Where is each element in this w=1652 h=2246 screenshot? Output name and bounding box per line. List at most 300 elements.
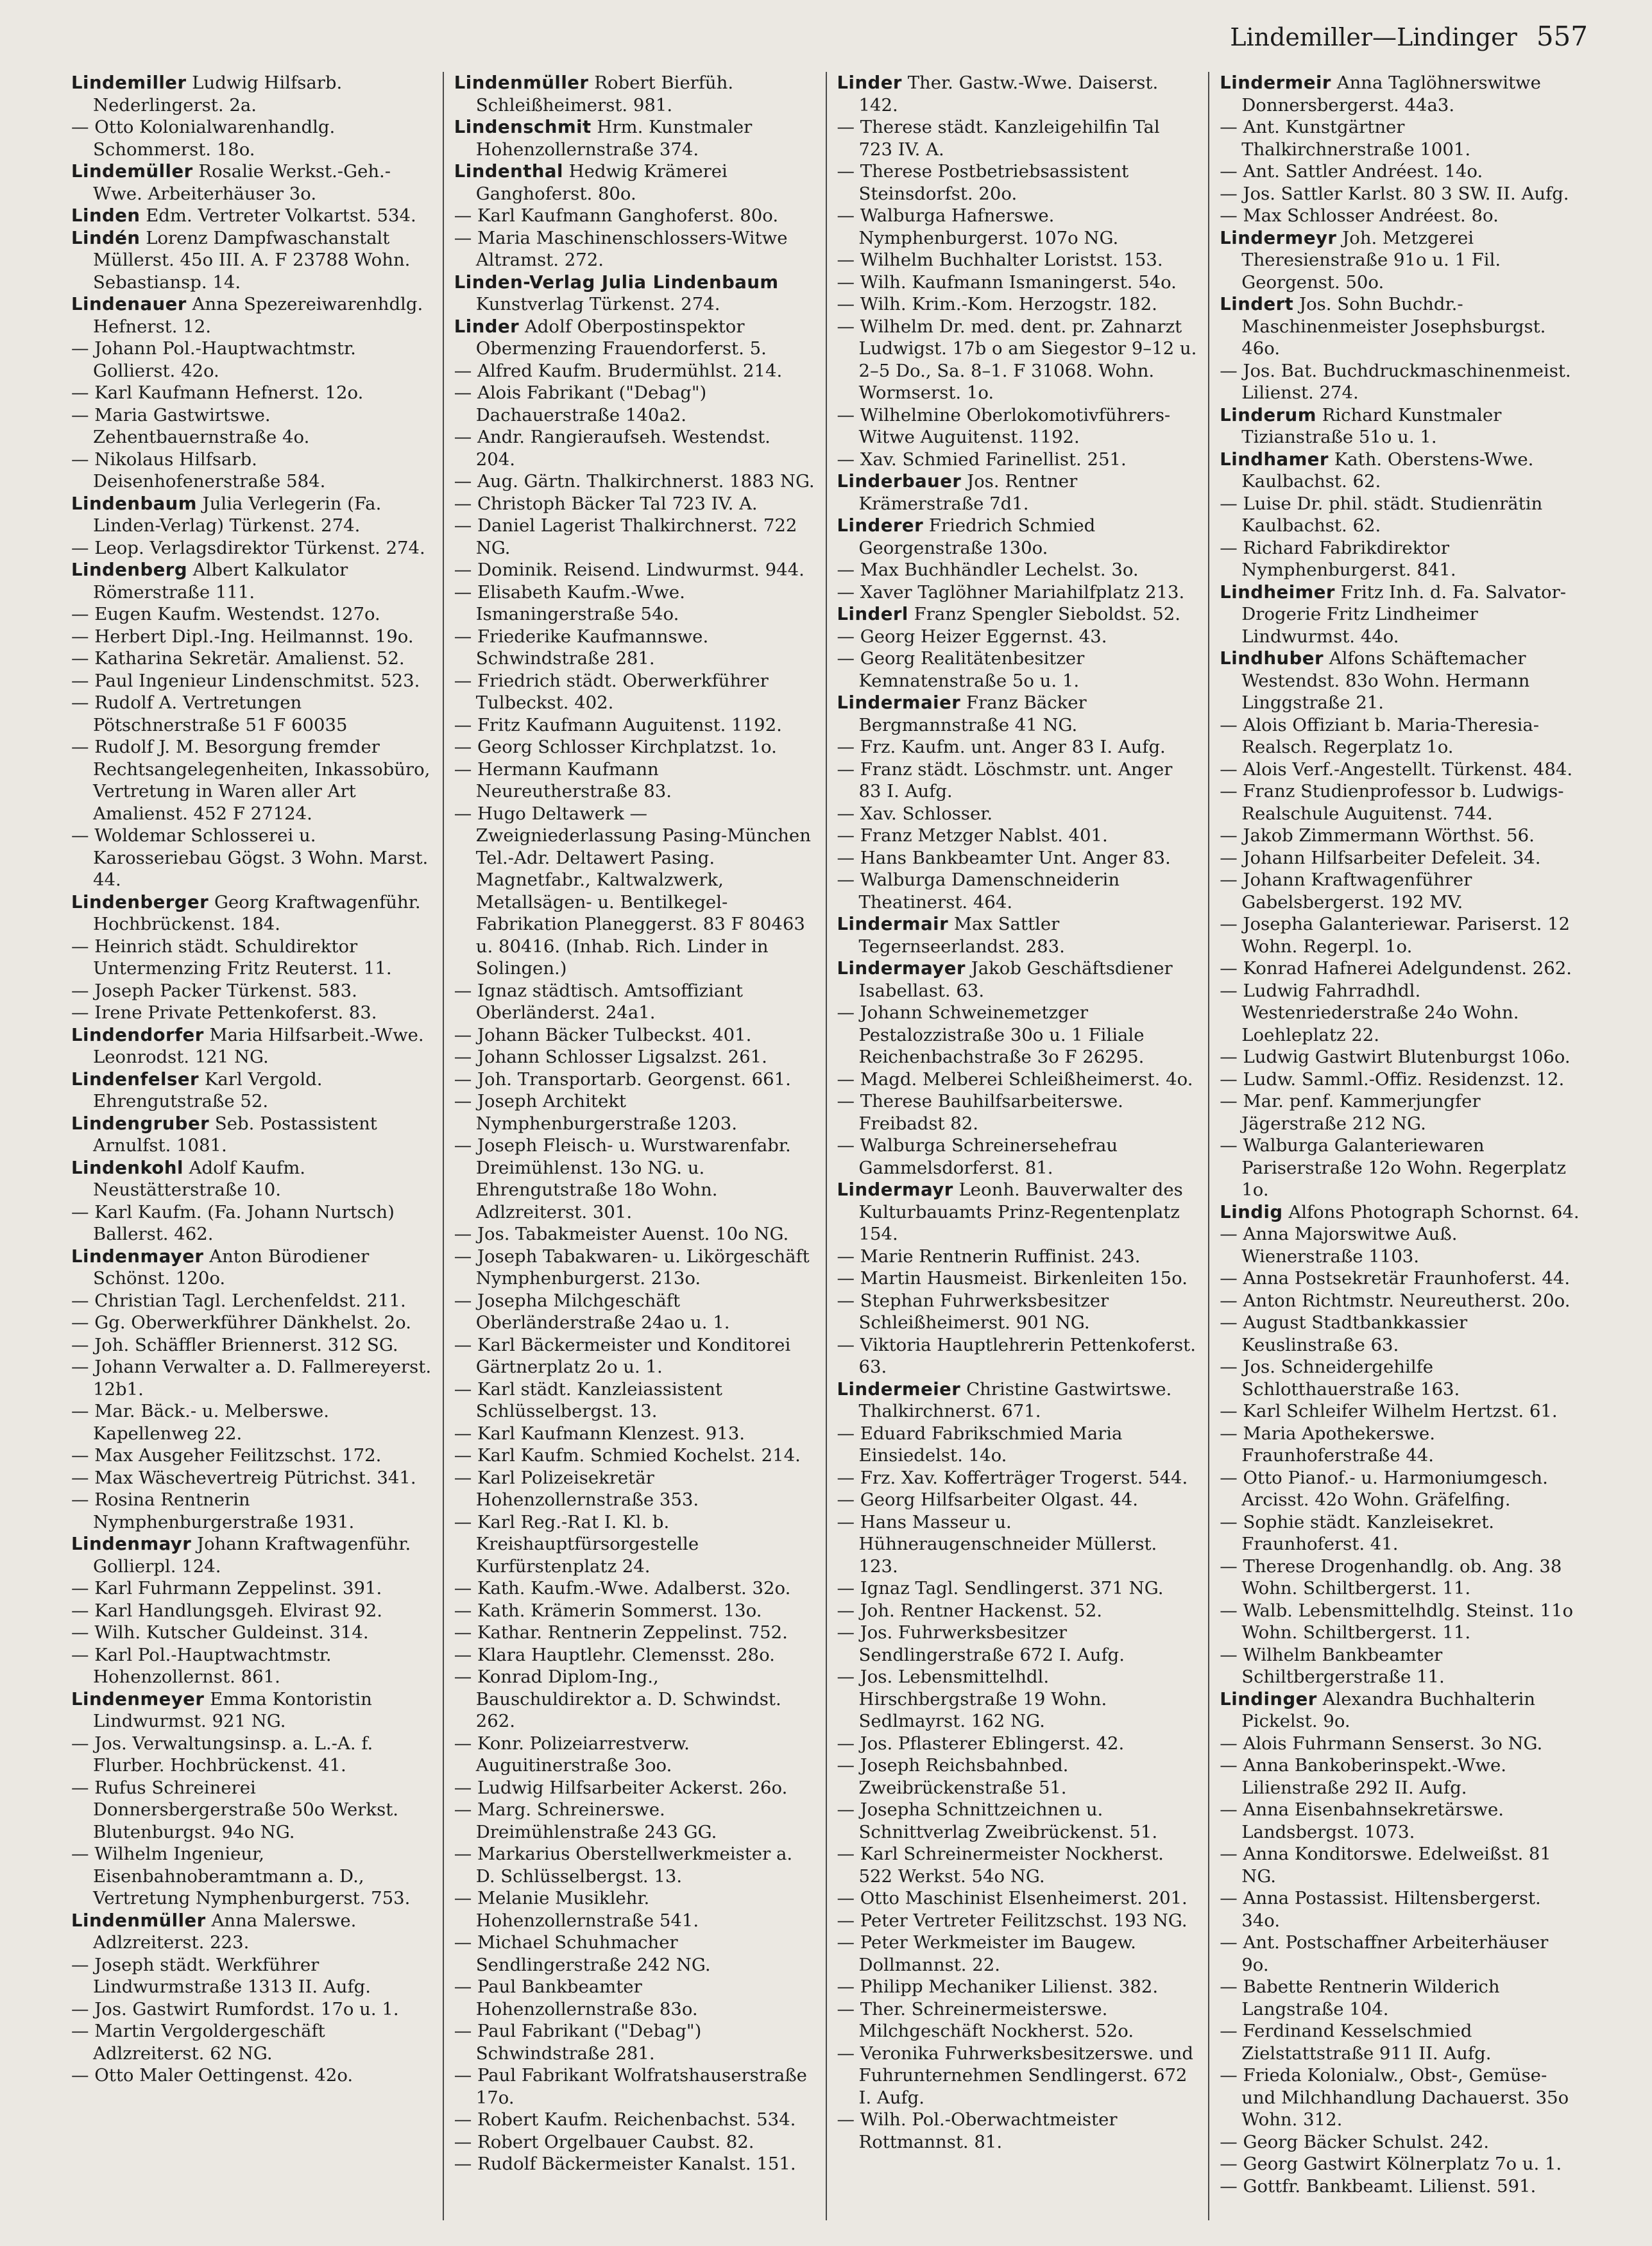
entry-text: Ant. Kunstgärtner Thalkirchnerstraße 1001. <box>1241 117 1471 160</box>
directory-entry <box>71 1644 432 1688</box>
entry-text: Katharina Sekretär. Amalienst. 52. <box>94 648 405 669</box>
entry-text: Therese Drogenhandlg. ob. Ang. 38 Wohn. Schiltbergerst. 11. <box>1241 1556 1562 1599</box>
directory-entry <box>1220 1267 1581 1290</box>
directory-entry <box>837 1887 1198 1910</box>
entry-surname: Lindenbaum <box>71 493 197 514</box>
entry-text: Georg Bäcker Schulst. 242. <box>1243 2131 1489 2152</box>
directory-entry <box>837 271 1198 294</box>
entry-text: Anna Postassist. Hiltensbergerst. 34o. <box>1241 1888 1541 1931</box>
entry-surname: Lindig <box>1220 1201 1283 1222</box>
directory-entry <box>837 559 1198 581</box>
directory-entry <box>1220 847 1581 870</box>
entry-text: Franz Spengler Sieboldst. 52. <box>914 604 1181 624</box>
directory-entry <box>837 205 1198 249</box>
directory-entry <box>71 1533 432 1577</box>
entry-text: Alois Fuhrmann Senserst. 3o NG. <box>1243 1733 1543 1754</box>
directory-entry <box>1220 825 1581 847</box>
entry-text: Joh. Transportarb. Georgenst. 661. <box>477 1068 791 1090</box>
entry-text: Julia Verlegerin (Fa. Linden-Verlag) Türkenst. 274. <box>93 493 382 536</box>
entry-text: Albert Kalkulator Römerstraße 111. <box>93 560 348 603</box>
entry-text: Fritz Kaufmann Auguitenst. 1192. <box>477 714 782 735</box>
entry-text: Christian Tagl. Lerchenfeldst. 211. <box>94 1290 406 1311</box>
directory-entry <box>71 559 432 603</box>
directory-entry <box>454 1444 815 1467</box>
column-4 <box>1209 72 1591 2220</box>
directory-entry <box>454 1600 815 1622</box>
entry-text: Konrad Diplom-Ing., Bauschuldirektor a. D. Schwindst. 262. <box>475 1667 781 1731</box>
entry-text: Otto Maler Oettingenst. 42o. <box>94 2065 353 2086</box>
entry-text: Irene Private Pettenkoferst. 83. <box>94 1002 377 1023</box>
directory-entry <box>71 1334 432 1357</box>
directory-entry <box>71 1113 432 1157</box>
directory-entry <box>454 1467 815 1511</box>
directory-entry <box>1220 647 1581 714</box>
entry-text: Anna Postsekretär Fraunhoferst. 44. <box>1243 1268 1571 1289</box>
entry-text: Karl Reg.-Rat I. Kl. b. Kreishauptfürsorgestelle Kurfürstenplatz 24. <box>475 1511 699 1577</box>
entry-text: Klara Hauptlehr. Clemensst. 28o. <box>477 1644 775 1665</box>
directory-entry <box>454 116 815 160</box>
entry-text: Mar. Bäck.- u. Melberswe. Kapellenweg 22. <box>93 1401 329 1444</box>
directory-entry <box>454 1290 815 1334</box>
entry-text: Leop. Verlagsdirektor Türkenst. 274. <box>94 537 425 558</box>
directory-entry <box>1220 116 1581 160</box>
entry-text: Konr. Polizeiarrestverw. Auguitinerstraße 3oo. <box>475 1733 690 1776</box>
entry-text: Paul Ingenieur Lindenschmitst. 523. <box>94 670 420 691</box>
entry-text: Wilhelm Ingenieur, Eisenbahnoberamtmann a. D., Vertretung Nymphenburgerst. 753. <box>93 1844 411 1908</box>
directory-entry <box>837 1998 1198 2043</box>
directory-entry <box>454 736 815 759</box>
entry-text: Eugen Kaufm. Westendst. 127o. <box>94 604 380 624</box>
directory-entry <box>1220 1046 1581 1068</box>
directory-entry <box>454 1246 815 1290</box>
directory-entry <box>454 581 815 626</box>
entry-text: Frieda Kolonialw., Obst-, Gemüse- und Milchhandlung Dachauerst. 35o Wohn. 312. <box>1241 2065 1569 2130</box>
directory-entry <box>1220 1556 1581 1600</box>
directory-entry <box>1220 759 1581 781</box>
entry-text: Anna Bankoberinspekt.-Wwe. Lilienstraße 292 II. Aufg. <box>1241 1755 1507 1798</box>
directory-entry <box>71 1356 432 1400</box>
entry-surname: Linderer <box>837 515 924 536</box>
entry-text: Georg Hilfsarbeiter Olgast. 44. <box>860 1489 1139 1510</box>
entry-text: Hermann Kaufmann Neureutherstraße 83. <box>475 759 672 802</box>
entry-text: Georg Realitätenbesitzer Kemnatenstraße 5o u. 1. <box>858 648 1085 691</box>
entry-text: Friedrich Schmied Georgenstraße 130o. <box>858 515 1096 558</box>
entry-text: Jakob Zimmermann Wörthst. 56. <box>1243 825 1535 846</box>
directory-entry <box>1220 1135 1581 1201</box>
entry-text: Christine Gastwirtswe. Thalkirchnerst. 671. <box>858 1378 1172 1421</box>
directory-entry <box>837 1334 1198 1378</box>
entry-text: Max Schlosser Andréest. 8o. <box>1243 205 1499 226</box>
directory-entry <box>837 1090 1198 1135</box>
directory-entry <box>71 2020 432 2064</box>
entry-text: Eduard Fabrikschmied Maria Einsiedelst. 14o. <box>858 1423 1123 1466</box>
entry-text: Robert Bierfüh. Schleißheimerst. 981. <box>475 73 734 116</box>
entry-text: Adolf Oberpostinspektor Obermenzing Frauendorferst. 5. <box>475 316 767 359</box>
entry-text: Aug. Gärtn. Thalkirchnerst. 1883 NG. <box>477 471 815 492</box>
directory-entry <box>454 1932 815 1976</box>
entry-text: Joseph städt. Werkführer Lindwurmstraße 1313 II. Aufg. <box>93 1954 371 1997</box>
directory-entry <box>837 404 1198 449</box>
entry-text: Sophie städt. Kanzleisekret. Fraunhoferst. 41. <box>1241 1511 1494 1554</box>
entry-surname: Lindemiller <box>71 73 187 93</box>
directory-entry <box>1220 957 1581 980</box>
entry-text: Maria Maschinenschlossers-Witwe Altramst. 272. <box>475 227 788 270</box>
entry-text: Adolf Kaufm. Neustätterstraße 10. <box>93 1157 306 1200</box>
entry-text: Franz Metzger Nablst. 401. <box>860 825 1108 846</box>
entry-text: Joseph Fleisch- u. Wurstwarenfabr. Dreimühlenst. 13o NG. u. Ehrengutstraße 18o Wohn. Adlzreiterst. 301. <box>475 1135 791 1222</box>
directory-entry <box>454 271 815 316</box>
directory-entry <box>71 72 432 116</box>
entry-text: Konrad Hafnerei Adelgundenst. 262. <box>1243 958 1572 979</box>
directory-entry <box>1220 360 1581 404</box>
directory-entry <box>454 1334 815 1378</box>
entry-text: Richard Fabrikdirektor Nymphenburgerst. 841. <box>1241 537 1456 580</box>
entry-text: Therese Bauhilfsarbeiterswe. Freibadst 82. <box>858 1091 1123 1134</box>
entry-text: Robert Orgelbauer Caubst. 82. <box>477 2131 754 2152</box>
entry-text: Josepha Milchgeschäft Oberländerstraße 24ao u. 1. <box>475 1290 730 1333</box>
directory-entry <box>454 470 815 493</box>
entry-text: Ferdinand Kesselschmied Zielstattstraße 911 II. Aufg. <box>1241 2021 1492 2064</box>
entry-text: Jos. Pflasterer Eblingerst. 42. <box>860 1733 1125 1754</box>
entry-text: Karl städt. Kanzleiassistent Schlüsselbergst. 13. <box>475 1378 722 1421</box>
directory-entry <box>837 957 1198 1002</box>
directory-entry <box>837 2043 1198 2109</box>
directory-entry <box>837 1467 1198 1489</box>
entry-text: Josepha Schnittzeichnen u. Schnittverlag Zweibrückenst. 51. <box>858 1799 1158 1842</box>
directory-entry <box>837 1267 1198 1290</box>
entry-text: Friedrich städt. Oberwerkführer Tulbeckst. 402. <box>475 670 769 713</box>
directory-entry <box>837 160 1198 205</box>
entry-text: Jakob Geschäftsdiener Isabellast. 63. <box>858 958 1173 1001</box>
directory-entry <box>1220 1799 1581 1843</box>
directory-entry <box>454 160 815 205</box>
entry-text: Martin Vergoldergeschäft Adlzreiterst. 62 NG. <box>93 2021 325 2064</box>
entry-text: Wilhelm Buchhalter Loristst. 153. <box>860 250 1163 270</box>
entry-surname: Lindenmüller <box>454 73 589 93</box>
entry-text: Anton Bürodiener Schönst. 120o. <box>93 1246 370 1289</box>
entry-text: Anna Konditorswe. Edelweißst. 81 NG. <box>1241 1844 1551 1887</box>
entry-text: Walburga Schreinersehefrau Gammelsdorferst. 81. <box>858 1135 1118 1178</box>
entry-text: Ludw. Samml.-Offiz. Residenzst. 12. <box>1243 1068 1565 1090</box>
entry-text: Hans Bankbeamter Unt. Anger 83. <box>860 847 1171 868</box>
directory-entry <box>837 1976 1198 1998</box>
entry-text: August Stadtbankkassier Keuslinstraße 63. <box>1241 1312 1468 1355</box>
directory-entry <box>71 1843 432 1910</box>
entry-text: Maria Gastwirtswe. Zehentbauernstraße 4o. <box>93 404 310 447</box>
entry-text: Robert Kaufm. Reichenbachst. 534. <box>477 2109 796 2130</box>
directory-entry <box>454 227 815 271</box>
entry-surname: Lindermaier <box>837 692 961 713</box>
entry-text: Fritz Inh. d. Fa. Salvator-Drogerie Fritz Lindheimer Lindwurmst. 44o. <box>1241 581 1567 647</box>
directory-entry <box>1220 1090 1581 1135</box>
directory-entry <box>71 227 432 294</box>
entry-text: Franz Bäcker Bergmannstraße 41 NG. <box>858 692 1087 735</box>
entry-text: Hrm. Kunstmaler Hohenzollernstraße 374. <box>475 117 753 160</box>
entry-text: Anna Malerswe. Adlzreiterst. 223. <box>93 1910 357 1953</box>
directory-entry <box>454 1090 815 1135</box>
directory-entry <box>1220 714 1581 759</box>
directory-entry <box>837 626 1198 648</box>
directory-entry <box>454 1223 815 1246</box>
entry-surname: Lindermeier <box>837 1378 961 1400</box>
entry-surname: Lindermeir <box>1220 73 1331 93</box>
directory-entry <box>1220 2175 1581 2198</box>
entry-text: Kath. Krämerin Sommerst. 13o. <box>477 1600 762 1621</box>
directory-entry <box>71 382 432 404</box>
directory-entry <box>837 515 1198 559</box>
entry-surname: Lindenschmit <box>454 117 592 137</box>
entry-text: Wilh. Kutscher Guldeinst. 314. <box>94 1622 369 1643</box>
entry-text: Alfred Kaufm. Brudermühlst. 214. <box>477 360 783 381</box>
directory-entry <box>454 426 815 470</box>
directory-entry <box>71 647 432 670</box>
directory-entry <box>837 2109 1198 2153</box>
directory-entry <box>1220 1754 1581 1799</box>
entry-text: Jos. Sattler Karlst. 80 3 SW. II. Aufg. <box>1243 183 1569 204</box>
column-3 <box>827 72 1210 2220</box>
entry-text: Marie Rentnerin Ruffinist. 243. <box>860 1246 1141 1267</box>
directory-entry <box>454 316 815 360</box>
entry-text: Johann Kraftwagenführ. Gollierpl. 124. <box>93 1534 411 1577</box>
directory-entry <box>71 1733 432 1777</box>
directory-entry <box>837 825 1198 847</box>
entry-text: Nikolaus Hilfsarb. Deisenhofenerstraße 584. <box>93 449 326 492</box>
directory-entry <box>454 1799 815 1843</box>
directory-entry <box>454 72 815 116</box>
directory-entry <box>837 759 1198 803</box>
directory-entry <box>837 1799 1198 1843</box>
entry-text: Rufus Schreinerei Donnersbergerstraße 50o Werkst. Blutenburgst. 94o NG. <box>93 1777 398 1842</box>
entry-text: Ludwig Hilfsarbeiter Ackerst. 26o. <box>477 1777 788 1798</box>
entry-text: Joh. Rentner Hackenst. 52. <box>860 1600 1102 1621</box>
entry-text: Ludwig Fahrradhdl. Westenriederstraße 24o Wohn. Loehleplatz 22. <box>1241 980 1519 1045</box>
directory-entry <box>1220 1733 1581 1755</box>
directory-entry <box>454 1378 815 1423</box>
page-number: 557 <box>1536 21 1588 52</box>
entry-text: Joseph Packer Türkenst. 583. <box>94 980 357 1001</box>
entry-text: Karl Kaufm. Schmied Kochelst. 214. <box>477 1445 801 1466</box>
directory-entry <box>71 603 432 626</box>
directory-entry <box>454 1046 815 1068</box>
entry-text: Joh. Metzgerei Theresienstraße 91o u. 1 Fil. Georgenst. 50o. <box>1241 227 1501 293</box>
directory-entry <box>1220 1511 1581 1556</box>
entry-text: Kath. Oberstens-Wwe. Kaulbachst. 62. <box>1241 449 1534 492</box>
entry-text: Karl Fuhrmann Zeppelinst. 391. <box>94 1578 382 1599</box>
directory-entry <box>837 913 1198 957</box>
directory-entry <box>71 1068 432 1113</box>
directory-entry <box>454 980 815 1024</box>
directory-entry <box>71 1998 432 2021</box>
directory-entry <box>1220 1932 1581 1976</box>
directory-entry <box>454 1843 815 1887</box>
entry-text: Kath. Kaufm.-Wwe. Adalberst. 32o. <box>477 1578 791 1599</box>
entry-text: Therese städt. Kanzleigehilfin Tal 723 IV. A. <box>858 117 1160 160</box>
entry-surname: Lindinger <box>1220 1688 1317 1710</box>
directory-entry <box>71 1002 432 1024</box>
entry-surname: Lindenmüller <box>71 1910 206 1931</box>
directory-entry <box>71 891 432 936</box>
directory-entry <box>837 1135 1198 1179</box>
entry-text: Karl Kaufm. (Fa. Johann Nurtsch) Ballerst. 462. <box>93 1201 395 1244</box>
entry-text: Ignaz Tagl. Sendlingerst. 371 NG. <box>860 1578 1164 1599</box>
entry-text: Rudolf Bäckermeister Kanalst. 151. <box>477 2154 796 2174</box>
directory-entry <box>71 116 432 160</box>
directory-entry <box>837 449 1198 471</box>
directory-entry <box>454 360 815 382</box>
directory-entry <box>454 1135 815 1223</box>
entry-text: Max Wäschevertreig Pütrichst. 341. <box>94 1467 416 1488</box>
entry-text: Anna Majorswitwe Auß. Wienerstraße 1103. <box>1241 1224 1458 1267</box>
directory-entry <box>71 338 432 382</box>
entry-text: Joseph Reichsbahnbed. Zweibrückenstraße 51. <box>858 1755 1069 1798</box>
entry-text: Alois Verf.-Angestellt. Türkenst. 484. <box>1243 759 1573 780</box>
entry-text: Hugo Deltawerk — Zweigniederlassung Pasing-München Tel.-Adr. Deltawert Pasing. Magnetfabr., Kaltwalzwerk, Metallsägen- u. Bentilkegel-Fabrikation Planeggerst. 83 F 80463 u. 80416. (Inhab. Rich. Linder in Solingen.) <box>475 803 811 979</box>
entry-surname: Lindenmayer <box>71 1246 204 1267</box>
directory-entry <box>71 404 432 449</box>
directory-entry <box>837 1733 1198 1755</box>
entry-text: Wilh. Pol.-Oberwachtmeister Rottmannst. 81. <box>858 2109 1118 2152</box>
entry-text: Karl Handlungsgeh. Elvirast 92. <box>94 1600 382 1621</box>
entry-text: Wilh. Kaufmann Ismaningerst. 54o. <box>860 271 1177 293</box>
directory-entry <box>1220 780 1581 825</box>
directory-entry <box>1220 2131 1581 2154</box>
directory-entry <box>837 293 1198 316</box>
entry-text: Lorenz Dampfwaschanstalt Müllerst. 45o III. A. F 23788 Wohn. Sebastiansp. 14. <box>93 227 411 293</box>
directory-entry <box>71 1157 432 1201</box>
entry-text: Frz. Kaufm. unt. Anger 83 I. Aufg. <box>860 737 1166 757</box>
entry-text: Ludwig Hilfsarb. Nederlingerst. 2a. <box>93 73 343 116</box>
entry-surname: Lindenberg <box>71 560 188 580</box>
entry-text: Alois Fabrikant ("Debag") Dachauerstraße 140a2. <box>475 382 707 425</box>
entry-text: Jos. Sohn Buchdr.-Maschinenmeister Josephsburgst. 46o. <box>1241 294 1546 359</box>
entry-text: Peter Werkmeister im Baugew. Dollmannst. 22. <box>858 1932 1136 1975</box>
entry-text: Leonh. Bauverwalter des Kulturbauamts Prinz-Regentenplatz 154. <box>858 1179 1183 1244</box>
directory-entry <box>1220 227 1581 294</box>
directory-entry <box>71 670 432 692</box>
entry-text: Xav. Schlosser. <box>860 803 993 824</box>
directory-entry <box>1220 1644 1581 1688</box>
directory-entry <box>1220 72 1581 116</box>
directory-entry <box>1220 869 1581 913</box>
directory-entry <box>837 847 1198 870</box>
entry-text: Ant. Postschaffner Arbeiterhäuser 9o. <box>1241 1932 1549 1975</box>
entry-text: Rosina Rentnerin Nymphenburgerstraße 1931. <box>93 1489 355 1532</box>
entry-text: Melanie Musiklehr. Hohenzollernstraße 541. <box>475 1888 699 1931</box>
directory-entry <box>1220 581 1581 648</box>
directory-entry <box>71 1444 432 1467</box>
entry-surname: Lindengruber <box>71 1113 210 1134</box>
directory-entry <box>837 736 1198 759</box>
entry-text: Martin Hausmeist. Birkenleiten 15o. <box>860 1268 1188 1289</box>
entry-text: Elisabeth Kaufm.-Wwe. Ismaningerstraße 54o. <box>475 581 685 624</box>
entry-text: Walburga Hafnerswe. Nymphenburgerst. 107o NG. <box>858 205 1119 248</box>
entry-text: Anna Taglöhnerswitwe Donnersbergerst. 44a3. <box>1241 73 1541 116</box>
entry-surname: Lindenthal <box>454 161 563 182</box>
entry-text: Jos. Bat. Buchdruckmaschinenmeist. Lilienst. 274. <box>1241 360 1571 403</box>
directory-entry <box>454 493 815 515</box>
entry-surname: Lindenkohl <box>71 1157 183 1178</box>
directory-entry <box>837 249 1198 271</box>
entry-text: Johann Schlosser Ligsalzst. 261. <box>477 1047 767 1067</box>
directory-entry <box>837 1179 1198 1246</box>
directory-entry <box>454 2131 815 2154</box>
entry-text: Jos. Tabakmeister Auenst. 10o NG. <box>477 1224 789 1244</box>
entry-text: Karl Kaufmann Klenzest. 913. <box>477 1423 745 1444</box>
directory-entry <box>454 515 815 559</box>
entry-text: Heinrich städt. Schuldirektor Untermenzing Fritz Reuterst. 11. <box>93 936 392 979</box>
directory-entry <box>837 72 1198 116</box>
directory-entry <box>71 1489 432 1533</box>
directory-entry <box>1220 160 1581 183</box>
entry-text: Stephan Fuhrwerksbesitzer Schleißheimerst. 901 NG. <box>858 1290 1109 1333</box>
directory-entry <box>837 1511 1198 1578</box>
entry-text: Karl Vergold. Ehrengutstraße 52. <box>93 1068 323 1111</box>
directory-entry <box>71 692 432 736</box>
entry-text: Andr. Rangieraufseh. Westendst. 204. <box>475 427 771 470</box>
directory-entry <box>454 559 815 581</box>
directory-entry <box>454 1777 815 1799</box>
entry-text: Ant. Sattler Andréest. 14o. <box>1243 161 1483 182</box>
directory-entry <box>1220 1223 1581 1267</box>
directory-entry <box>454 205 815 227</box>
entry-text: Georg Gastwirt Kölnerplatz 7o u. 1. <box>1243 2154 1562 2174</box>
directory-entry <box>454 1644 815 1667</box>
directory-entry <box>71 1312 432 1334</box>
entry-text: Otto Kolonialwarenhandlg. Schommerst. 18o. <box>93 117 336 160</box>
entry-text: Wilhelm Dr. med. dent. pr. Zahnarzt Ludwigst. 17b o am Siegestor 9–12 u. 2–5 Do., Sa. 8–1. F 31068. Wohn. Wormserst. 1o. <box>858 316 1197 403</box>
directory-entry <box>1220 2153 1581 2175</box>
entry-text: Wilhelm Bankbeamter Schiltbergerstraße 11. <box>1241 1644 1445 1687</box>
directory-entry <box>1220 1688 1581 1733</box>
entry-text: Christoph Bäcker Tal 723 IV. A. <box>477 493 758 514</box>
entry-text: Edm. Vertreter Volkartst. 534. <box>146 205 416 226</box>
entry-text: Magd. Melberei Schleißheimerst. 4o. <box>860 1068 1193 1090</box>
entry-text: Franz städt. Löschmstr. unt. Anger 83 I. Aufg. <box>858 759 1173 802</box>
entry-text: Luise Dr. phil. städt. Studienrätin Kaulbachst. 62. <box>1241 493 1543 536</box>
entry-text: Jos. Fuhrwerksbesitzer Sendlingerstraße 672 I. Aufg. <box>858 1622 1125 1665</box>
entry-surname: Lindenmeyer <box>71 1688 205 1710</box>
directory-entry <box>454 1733 815 1777</box>
directory-columns <box>61 72 1591 2220</box>
directory-entry <box>837 1002 1198 1068</box>
entry-surname: Linder <box>837 73 902 93</box>
entry-text: Rudolf A. Vertretungen Pötschnerstraße 51 F 60035 <box>93 692 348 735</box>
directory-entry <box>837 603 1198 626</box>
directory-entry <box>454 1622 815 1644</box>
directory-entry <box>837 1378 1198 1423</box>
entry-text: Rosalie Werkst.-Geh.-Wwe. Arbeiterhäuser 3o. <box>93 161 391 204</box>
entry-text: Dominik. Reisend. Lindwurmst. 944. <box>477 560 805 580</box>
directory-entry <box>1220 183 1581 205</box>
directory-entry <box>454 1666 815 1733</box>
directory-entry <box>454 1423 815 1445</box>
entry-text: Karl Bäckermeister und Konditorei Gärtnerplatz 2o u. 1. <box>475 1334 791 1377</box>
directory-entry <box>837 1489 1198 1511</box>
entry-text: Max Sattler Tegernseerlandst. 283. <box>858 914 1065 957</box>
entry-text: Veronika Fuhrwerksbesitzerswe. und Fuhrunternehmen Sendlingerst. 672 I. Aufg. <box>858 2043 1193 2108</box>
directory-entry <box>1220 1887 1581 1932</box>
directory-entry <box>837 316 1198 404</box>
directory-entry <box>71 293 432 338</box>
entry-text: Hedwig Krämerei Ganghoferst. 80o. <box>475 161 728 204</box>
directory-entry <box>837 1932 1198 1976</box>
column-1 <box>61 72 444 2220</box>
entry-text: Josepha Galanteriewar. Pariserst. 12 Wohn. Regerpl. 1o. <box>1241 914 1571 957</box>
entry-text: Jos. Gastwirt Rumfordst. 17o u. 1. <box>94 1998 399 2019</box>
entry-text: Paul Fabrikant ("Debag") Schwindstraße 281. <box>475 2021 702 2064</box>
entry-surname: Lindén <box>71 227 141 248</box>
directory-entry <box>71 1577 432 1600</box>
